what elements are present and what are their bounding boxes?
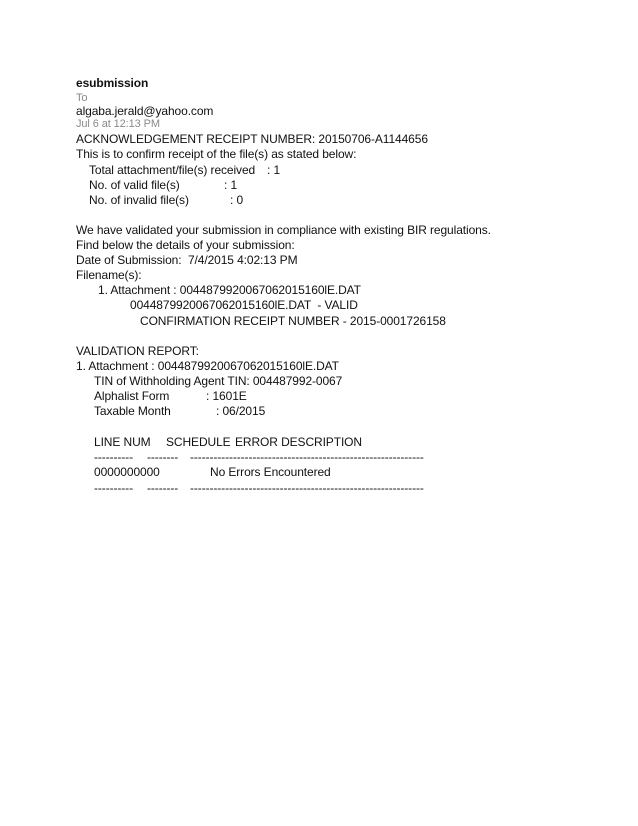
dash-separator-schedule-bottom: -------- (147, 481, 179, 495)
find-below-line: Find below the details of your submission: (76, 238, 295, 252)
alphalist-form-value: : 1601E (206, 389, 247, 403)
validation-report-title: VALIDATION REPORT: (76, 344, 199, 358)
to-label: To (76, 92, 88, 104)
result-line-num: 0000000000 (94, 465, 160, 479)
invalid-files-value: : 0 (230, 193, 244, 207)
recipient-email[interactable]: algaba.jerald@yahoo.com (76, 104, 214, 118)
filenames-label: Filename(s): (76, 268, 142, 282)
tin-line: TIN of Withholding Agent TIN: 004487992-0067 (94, 374, 343, 388)
confirm-line: This is to confirm receipt of the file(s) as stated below: (76, 147, 357, 161)
column-header-line-num: LINE NUM (94, 435, 151, 449)
column-header-schedule: SCHEDULE (166, 435, 231, 449)
dash-separator-error: ------------------------------------------------------------ (190, 450, 424, 464)
date-of-submission: Date of Submission: 7/4/2015 4:02:13 PM (76, 253, 298, 267)
validated-line: We have validated your submission in compliance with existing BIR regulations. (76, 223, 491, 237)
column-header-error-description: ERROR DESCRIPTION (235, 435, 362, 449)
ack-receipt-number: ACKNOWLEDGEMENT RECEIPT NUMBER: 20150706-A1144656 (76, 132, 428, 146)
result-error-description: No Errors Encountered (210, 465, 331, 479)
dash-separator-line-num-bottom: ---------- (94, 481, 133, 495)
total-files-label: Total attachment/file(s) received (89, 163, 256, 177)
sender-name[interactable]: esubmission (76, 76, 149, 90)
file-valid-line: 0044879920067062015160lE.DAT - VALID (130, 298, 358, 312)
dash-separator-schedule: -------- (147, 450, 179, 464)
valid-files-label: No. of valid file(s) (89, 178, 180, 192)
invalid-files-label: No. of invalid file(s) (89, 193, 189, 207)
email-date: Jul 6 at 12:13 PM (76, 118, 160, 130)
alphalist-form-label: Alphalist Form (94, 389, 170, 403)
validation-attachment-line: 1. Attachment : 0044879920067062015160lE.DAT (76, 359, 339, 373)
taxable-month-value: : 06/2015 (216, 404, 266, 418)
taxable-month-label: Taxable Month (94, 404, 171, 418)
dash-separator-line-num: ---------- (94, 450, 133, 464)
dash-separator-error-bottom: ------------------------------------------------------------ (190, 481, 424, 495)
valid-files-value: : 1 (224, 178, 238, 192)
attachment-line: 1. Attachment : 0044879920067062015160lE.DAT (98, 283, 361, 297)
confirmation-receipt-line: CONFIRMATION RECEIPT NUMBER - 2015-0001726158 (140, 314, 446, 328)
total-files-value: : 1 (267, 163, 281, 177)
